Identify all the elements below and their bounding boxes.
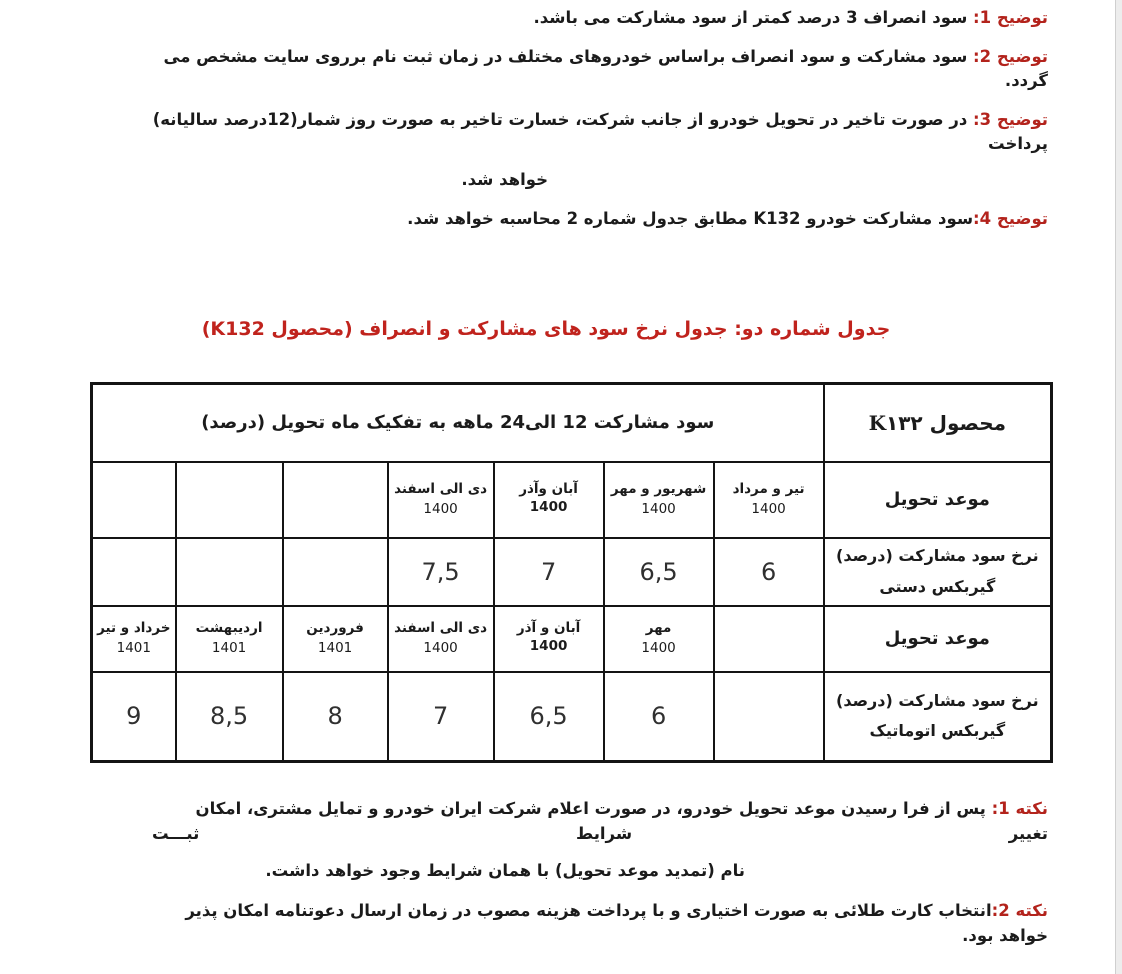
rates-table (90, 382, 1053, 763)
month-cell: دی الی اسفند 1400 (388, 606, 494, 672)
manual-rate-label-cell: نرخ سود مشارکت (درصد) گیربکس دستی (824, 538, 1052, 606)
hatch-cell (283, 538, 388, 606)
hatch-cell (714, 606, 824, 672)
note-label: نکته 1 (998, 799, 1048, 818)
hatch-cell (92, 538, 176, 606)
product-word: محصول (929, 410, 1007, 435)
hatch-cell (92, 462, 176, 538)
month-cell: مهر 1400 (604, 606, 714, 672)
note-tozih-1: توضیح 1: سود انصراف 3 درصد کمتر از سود مشارکت می باشد. (533, 8, 1048, 27)
note-line: نکته 1: پس از فرا رسیدن موعد تحویل خودرو، در صورت اعلام شرکت ایران خودرو و تمایل مشتری، امکان تغییر شرایط ثبـــت (152, 799, 1048, 843)
note-nokte-1 (152, 797, 1048, 883)
rate-cell: 7 (388, 672, 494, 762)
note-text: سود انصراف 3 درصد کمتر از سود مشارکت می باشد. (533, 8, 968, 27)
month-cell: فروردین 1401 (283, 606, 388, 672)
note-nokte-2 (152, 899, 1048, 949)
note-label: توضیح 3 (979, 109, 1048, 129)
note-line: نکته 2:انتخاب کارت طلائی به صورت اختیاری و با پرداخت هزینه مصوب در زمان ارسال دعوتنامه امکان پذیر خواهد بود. (185, 901, 1048, 945)
rate-cell: 7,5 (388, 538, 494, 606)
table-header-row (92, 384, 1052, 462)
month-cell: خرداد و تیر 1401 (92, 606, 176, 672)
note-text: در صورت تاخیر در تحویل خودرو از جانب شرکت، خسارت تاخیر به صورت روز شمار(12درصد سالیانه) پرداخت (152, 109, 1048, 153)
rate-cell: 7 (494, 538, 604, 606)
rate-cell: 9 (92, 672, 176, 762)
month-cell: اردیبهشت 1401 (176, 606, 283, 672)
hatch-cell (283, 462, 388, 538)
product-code: K۱۳۲ (868, 410, 923, 435)
note-label: توضیح 4 (979, 208, 1048, 228)
note-label: توضیح 1 (979, 8, 1048, 27)
rate-cell: 6,5 (604, 538, 714, 606)
product-header-cell (824, 384, 1052, 462)
top-notes-block (148, 6, 1048, 245)
month-cell: دی الی اسفند 1400 (388, 462, 494, 538)
hatch-cell (176, 462, 283, 538)
span-header-cell: سود مشارکت 12 الی24 ماهه به تفکیک ماه تحویل (درصد) (92, 384, 824, 462)
note-line: نام (تمدید موعد تحویل) با همان شرایط وجود خواهد داشت. (265, 860, 745, 880)
rate-cell: 6 (714, 538, 824, 606)
note-tozih-2: توضیح 2: سود مشارکت و سود انصراف براساس خودروهای مختلف در زمان ثبت نام برروی سایت مشخص می گردد. (163, 46, 1048, 90)
rate-cell: 6 (604, 672, 714, 762)
bottom-notes-block (152, 797, 1048, 949)
note-text: سود مشارکت و سود انصراف براساس خودروهای مختلف در زمان ثبت نام برروی سایت مشخص می گردد. (163, 46, 1048, 90)
note-tozih-3-continuation: خواهد شد. (461, 169, 548, 189)
automatic-delivery-row (92, 606, 1052, 672)
month-cell: آبان وآذر 1400 (494, 462, 604, 538)
page-edge-shadow (1115, 0, 1122, 974)
table-title: جدول شماره دو: جدول نرخ سود های مشارکت و انصراف (محصول K132) (201, 318, 891, 340)
automatic-rates-row (92, 672, 1052, 762)
hatch-cell (714, 672, 824, 762)
rate-cell: 8 (283, 672, 388, 762)
rate-cell: 6,5 (494, 672, 604, 762)
month-cell: تیر و مرداد 1400 (714, 462, 824, 538)
note-tozih-4: توضیح 4:سود مشارکت خودرو K132 مطابق جدول شماره 2 محاسبه خواهد شد. (407, 208, 1048, 228)
note-tozih-3: توضیح 3: در صورت تاخیر در تحویل خودرو از جانب شرکت، خسارت تاخیر به صورت روز شمار(12درصد سالیانه) پرداخت (152, 109, 1048, 153)
month-cell: آبان و آذر 1400 (494, 606, 604, 672)
manual-rates-row (92, 538, 1052, 606)
note-text: سود مشارکت خودرو K132 مطابق جدول شماره 2 محاسبه خواهد شد. (407, 208, 974, 228)
month-cell: شهریور و مهر 1400 (604, 462, 714, 538)
manual-delivery-label-cell: موعد تحویل (824, 462, 1052, 538)
hatch-cell (176, 538, 283, 606)
rate-cell: 8,5 (176, 672, 283, 762)
manual-delivery-row (92, 462, 1052, 538)
note-label: نکته 2 (998, 901, 1048, 921)
automatic-rate-label-cell: نرخ سود مشارکت (درصد) گیربکس اتوماتیک (824, 672, 1052, 762)
note-label: توضیح 2 (979, 46, 1048, 66)
automatic-delivery-label-cell: موعد تحویل (824, 606, 1052, 672)
